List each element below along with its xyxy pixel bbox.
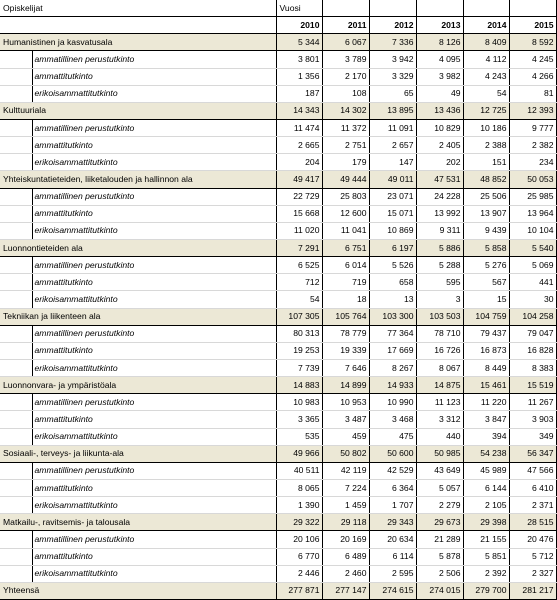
sub-value: 5 878 xyxy=(416,548,463,565)
row-indent xyxy=(0,342,32,359)
group-value: 29 673 xyxy=(416,514,463,531)
opiskelijat-header: Opiskelijat xyxy=(0,0,276,17)
row-indent xyxy=(0,428,32,445)
sub-value: 15 071 xyxy=(369,205,416,222)
sub-value: 2 371 xyxy=(509,497,556,514)
row-indent xyxy=(0,205,32,222)
sub-row xyxy=(0,462,556,479)
group-value: 5 858 xyxy=(463,239,509,256)
sub-label: ammattitutkinto xyxy=(32,342,276,359)
sub-label: erikoisammattitutkinto xyxy=(32,154,276,171)
sub-value: 25 803 xyxy=(322,188,369,205)
group-value: 28 515 xyxy=(509,514,556,531)
group-value: 14 343 xyxy=(276,102,322,119)
total-value: 274 615 xyxy=(369,582,416,599)
group-value: 104 759 xyxy=(463,308,509,325)
group-row xyxy=(0,171,556,188)
group-value: 7 291 xyxy=(276,239,322,256)
group-value: 47 531 xyxy=(416,171,463,188)
sub-value: 5 712 xyxy=(509,548,556,565)
sub-value: 16 828 xyxy=(509,342,556,359)
sub-row xyxy=(0,205,556,222)
sub-value: 2 751 xyxy=(322,137,369,154)
sub-value: 24 228 xyxy=(416,188,463,205)
group-value: 5 886 xyxy=(416,239,463,256)
group-value: 8 409 xyxy=(463,34,509,51)
sub-value: 54 xyxy=(463,85,509,102)
sub-label: erikoisammattitutkinto xyxy=(32,222,276,239)
sub-row xyxy=(0,119,556,136)
sub-value: 658 xyxy=(369,274,416,291)
sub-value: 9 777 xyxy=(509,119,556,136)
group-value: 8 592 xyxy=(509,34,556,51)
sub-value: 2 279 xyxy=(416,497,463,514)
sub-value: 5 526 xyxy=(369,257,416,274)
sub-value: 20 634 xyxy=(369,531,416,548)
sub-value: 3 903 xyxy=(509,411,556,428)
year-header: 2011 xyxy=(322,17,369,34)
group-value: 49 966 xyxy=(276,445,322,462)
sub-value: 15 xyxy=(463,291,509,308)
sub-value: 2 665 xyxy=(276,137,322,154)
row-indent xyxy=(0,154,32,171)
sub-value: 47 566 xyxy=(509,462,556,479)
sub-value: 234 xyxy=(509,154,556,171)
row-indent xyxy=(0,394,32,411)
sub-label: ammattitutkinto xyxy=(32,137,276,154)
sub-value: 25 985 xyxy=(509,188,556,205)
group-value: 13 436 xyxy=(416,102,463,119)
year-header: 2015 xyxy=(509,17,556,34)
sub-value: 16 873 xyxy=(463,342,509,359)
sub-value: 77 364 xyxy=(369,325,416,342)
sub-value: 595 xyxy=(416,274,463,291)
sub-value: 1 459 xyxy=(322,497,369,514)
row-indent xyxy=(0,257,32,274)
group-value: 6 751 xyxy=(322,239,369,256)
sub-value: 4 095 xyxy=(416,51,463,68)
sub-value: 11 020 xyxy=(276,222,322,239)
sub-label: ammatillinen perustutkinto xyxy=(32,188,276,205)
group-value: 104 258 xyxy=(509,308,556,325)
sub-value: 8 267 xyxy=(369,359,416,376)
sub-value: 6 489 xyxy=(322,548,369,565)
sub-value: 21 155 xyxy=(463,531,509,548)
sub-value: 11 041 xyxy=(322,222,369,239)
sub-value: 2 460 xyxy=(322,565,369,582)
sub-row xyxy=(0,428,556,445)
row-indent xyxy=(0,325,32,342)
group-value: 14 875 xyxy=(416,377,463,394)
row-indent xyxy=(0,119,32,136)
group-value: 54 238 xyxy=(463,445,509,462)
sub-value: 3 942 xyxy=(369,51,416,68)
row-indent xyxy=(0,497,32,514)
sub-value: 8 065 xyxy=(276,479,322,496)
sub-value: 3 789 xyxy=(322,51,369,68)
sub-row xyxy=(0,154,556,171)
row-indent xyxy=(0,274,32,291)
sub-value: 10 983 xyxy=(276,394,322,411)
header-row xyxy=(0,0,556,17)
group-value: 5 540 xyxy=(509,239,556,256)
sub-value: 719 xyxy=(322,274,369,291)
sub-row xyxy=(0,394,556,411)
group-value: 12 725 xyxy=(463,102,509,119)
row-indent xyxy=(0,531,32,548)
sub-row xyxy=(0,137,556,154)
sub-value: 2 327 xyxy=(509,565,556,582)
sub-value: 79 437 xyxy=(463,325,509,342)
group-value: 14 899 xyxy=(322,377,369,394)
sub-row xyxy=(0,291,556,308)
sub-value: 1 707 xyxy=(369,497,416,514)
sub-value: 10 104 xyxy=(509,222,556,239)
sub-label: ammatillinen perustutkinto xyxy=(32,119,276,136)
row-indent xyxy=(0,479,32,496)
sub-value: 7 646 xyxy=(322,359,369,376)
sub-label: ammattitutkinto xyxy=(32,411,276,428)
sub-value: 204 xyxy=(276,154,322,171)
group-row xyxy=(0,102,556,119)
sub-value: 5 288 xyxy=(416,257,463,274)
sub-value: 2 382 xyxy=(509,137,556,154)
group-row xyxy=(0,514,556,531)
group-value: 29 398 xyxy=(463,514,509,531)
sub-value: 459 xyxy=(322,428,369,445)
sub-value: 11 474 xyxy=(276,119,322,136)
sub-row xyxy=(0,257,556,274)
group-value: 56 347 xyxy=(509,445,556,462)
group-value: 8 126 xyxy=(416,34,463,51)
sub-value: 16 726 xyxy=(416,342,463,359)
group-value: 107 305 xyxy=(276,308,322,325)
sub-value: 9 439 xyxy=(463,222,509,239)
sub-row xyxy=(0,68,556,85)
sub-label: ammatillinen perustutkinto xyxy=(32,394,276,411)
group-value: 49 417 xyxy=(276,171,322,188)
group-value: 49 011 xyxy=(369,171,416,188)
group-label: Tekniikan ja liikenteen ala xyxy=(0,308,276,325)
sub-value: 10 990 xyxy=(369,394,416,411)
group-row xyxy=(0,239,556,256)
sub-value: 3 xyxy=(416,291,463,308)
total-value: 279 700 xyxy=(463,582,509,599)
group-value: 5 344 xyxy=(276,34,322,51)
years-row xyxy=(0,17,556,34)
sub-value: 13 907 xyxy=(463,205,509,222)
sub-value: 712 xyxy=(276,274,322,291)
group-value: 103 503 xyxy=(416,308,463,325)
sub-value: 4 266 xyxy=(509,68,556,85)
sub-label: ammattitutkinto xyxy=(32,479,276,496)
sub-row xyxy=(0,325,556,342)
year-header: 2010 xyxy=(276,17,322,34)
group-value: 48 852 xyxy=(463,171,509,188)
sub-row xyxy=(0,188,556,205)
group-value: 6 197 xyxy=(369,239,416,256)
sub-value: 6 364 xyxy=(369,479,416,496)
sub-value: 13 964 xyxy=(509,205,556,222)
sub-value: 202 xyxy=(416,154,463,171)
sub-value: 3 365 xyxy=(276,411,322,428)
year-header: 2012 xyxy=(369,17,416,34)
row-indent xyxy=(0,359,32,376)
sub-value: 6 014 xyxy=(322,257,369,274)
sub-value: 7 739 xyxy=(276,359,322,376)
group-value: 14 302 xyxy=(322,102,369,119)
total-value: 277 871 xyxy=(276,582,322,599)
sub-value: 65 xyxy=(369,85,416,102)
sub-value: 2 405 xyxy=(416,137,463,154)
sub-label: erikoisammattitutkinto xyxy=(32,359,276,376)
sub-label: ammatillinen perustutkinto xyxy=(32,462,276,479)
group-value: 50 053 xyxy=(509,171,556,188)
sub-value: 11 220 xyxy=(463,394,509,411)
sub-value: 2 105 xyxy=(463,497,509,514)
group-row xyxy=(0,377,556,394)
sub-value: 11 123 xyxy=(416,394,463,411)
sub-value: 349 xyxy=(509,428,556,445)
sub-value: 10 186 xyxy=(463,119,509,136)
sub-value: 5 276 xyxy=(463,257,509,274)
sub-value: 394 xyxy=(463,428,509,445)
sub-label: ammatillinen perustutkinto xyxy=(32,257,276,274)
sub-value: 43 649 xyxy=(416,462,463,479)
sub-value: 10 829 xyxy=(416,119,463,136)
sub-label: ammattitutkinto xyxy=(32,274,276,291)
total-value: 281 217 xyxy=(509,582,556,599)
sub-row xyxy=(0,342,556,359)
group-value: 6 067 xyxy=(322,34,369,51)
group-row xyxy=(0,308,556,325)
sub-value: 10 869 xyxy=(369,222,416,239)
sub-value: 49 xyxy=(416,85,463,102)
sub-value: 567 xyxy=(463,274,509,291)
sub-value: 11 372 xyxy=(322,119,369,136)
sub-value: 147 xyxy=(369,154,416,171)
sub-value: 2 657 xyxy=(369,137,416,154)
sub-value: 4 243 xyxy=(463,68,509,85)
sub-value: 1 356 xyxy=(276,68,322,85)
sub-value: 2 170 xyxy=(322,68,369,85)
sub-value: 8 449 xyxy=(463,359,509,376)
row-indent xyxy=(0,565,32,582)
row-indent xyxy=(0,51,32,68)
sub-label: ammatillinen perustutkinto xyxy=(32,51,276,68)
group-value: 15 461 xyxy=(463,377,509,394)
sub-value: 20 476 xyxy=(509,531,556,548)
sub-value: 108 xyxy=(322,85,369,102)
sub-value: 25 506 xyxy=(463,188,509,205)
sub-value: 3 982 xyxy=(416,68,463,85)
sub-row xyxy=(0,411,556,428)
sub-value: 79 047 xyxy=(509,325,556,342)
sub-row xyxy=(0,222,556,239)
group-value: 49 444 xyxy=(322,171,369,188)
sub-row xyxy=(0,85,556,102)
group-value: 14 883 xyxy=(276,377,322,394)
row-indent xyxy=(0,85,32,102)
sub-value: 440 xyxy=(416,428,463,445)
row-indent xyxy=(0,411,32,428)
sub-value: 45 989 xyxy=(463,462,509,479)
group-value: 12 393 xyxy=(509,102,556,119)
group-value: 103 300 xyxy=(369,308,416,325)
sub-value: 80 313 xyxy=(276,325,322,342)
sub-value: 187 xyxy=(276,85,322,102)
sub-label: erikoisammattitutkinto xyxy=(32,565,276,582)
group-value: 13 895 xyxy=(369,102,416,119)
group-value: 15 519 xyxy=(509,377,556,394)
sub-value: 10 953 xyxy=(322,394,369,411)
sub-value: 12 600 xyxy=(322,205,369,222)
sub-value: 78 710 xyxy=(416,325,463,342)
group-value: 14 933 xyxy=(369,377,416,394)
sub-value: 54 xyxy=(276,291,322,308)
sub-value: 6 525 xyxy=(276,257,322,274)
sub-value: 13 992 xyxy=(416,205,463,222)
group-value: 29 322 xyxy=(276,514,322,531)
sub-value: 2 506 xyxy=(416,565,463,582)
sub-value: 20 169 xyxy=(322,531,369,548)
sub-value: 6 144 xyxy=(463,479,509,496)
sub-row xyxy=(0,531,556,548)
year-header: 2013 xyxy=(416,17,463,34)
sub-value: 3 468 xyxy=(369,411,416,428)
sub-value: 22 729 xyxy=(276,188,322,205)
group-value: 29 118 xyxy=(322,514,369,531)
sub-row xyxy=(0,565,556,582)
sub-value: 3 487 xyxy=(322,411,369,428)
sub-value: 11 091 xyxy=(369,119,416,136)
sub-row xyxy=(0,51,556,68)
sub-label: ammattitutkinto xyxy=(32,68,276,85)
sub-value: 3 312 xyxy=(416,411,463,428)
sub-value: 23 071 xyxy=(369,188,416,205)
sub-value: 78 779 xyxy=(322,325,369,342)
group-label: Yhteiskuntatieteiden, liiketalouden ja hallinnon ala xyxy=(0,171,276,188)
sub-value: 19 253 xyxy=(276,342,322,359)
total-value: 274 015 xyxy=(416,582,463,599)
group-row xyxy=(0,34,556,51)
sub-value: 6 410 xyxy=(509,479,556,496)
sub-value: 2 392 xyxy=(463,565,509,582)
sub-row xyxy=(0,274,556,291)
sub-value: 3 847 xyxy=(463,411,509,428)
row-indent xyxy=(0,222,32,239)
sub-label: ammattitutkinto xyxy=(32,548,276,565)
sub-value: 179 xyxy=(322,154,369,171)
sub-value: 21 289 xyxy=(416,531,463,548)
group-label: Sosiaali-, terveys- ja liikunta-ala xyxy=(0,445,276,462)
sub-value: 2 446 xyxy=(276,565,322,582)
sub-value: 18 xyxy=(322,291,369,308)
sub-value: 9 311 xyxy=(416,222,463,239)
year-header: 2014 xyxy=(463,17,509,34)
sub-value: 81 xyxy=(509,85,556,102)
sub-value: 5 057 xyxy=(416,479,463,496)
row-indent xyxy=(0,548,32,565)
sub-value: 535 xyxy=(276,428,322,445)
group-row xyxy=(0,445,556,462)
group-value: 105 764 xyxy=(322,308,369,325)
row-indent xyxy=(0,188,32,205)
sub-value: 3 329 xyxy=(369,68,416,85)
sub-value: 8 383 xyxy=(509,359,556,376)
sub-label: erikoisammattitutkinto xyxy=(32,291,276,308)
sub-label: erikoisammattitutkinto xyxy=(32,428,276,445)
group-label: Luonnontieteiden ala xyxy=(0,239,276,256)
sub-value: 5 069 xyxy=(509,257,556,274)
total-row xyxy=(0,582,556,599)
sub-value: 4 112 xyxy=(463,51,509,68)
sub-value: 8 067 xyxy=(416,359,463,376)
sub-label: erikoisammattitutkinto xyxy=(32,85,276,102)
total-value: 277 147 xyxy=(322,582,369,599)
group-value: 50 802 xyxy=(322,445,369,462)
group-value: 7 336 xyxy=(369,34,416,51)
sub-value: 40 511 xyxy=(276,462,322,479)
sub-value: 7 224 xyxy=(322,479,369,496)
sub-value: 2 388 xyxy=(463,137,509,154)
sub-value: 1 390 xyxy=(276,497,322,514)
sub-value: 6 114 xyxy=(369,548,416,565)
sub-value: 11 267 xyxy=(509,394,556,411)
group-label: Luonnonvara- ja ympäristöala xyxy=(0,377,276,394)
sub-value: 17 669 xyxy=(369,342,416,359)
sub-value: 6 770 xyxy=(276,548,322,565)
group-value: 29 343 xyxy=(369,514,416,531)
sub-value: 4 245 xyxy=(509,51,556,68)
sub-label: ammatillinen perustutkinto xyxy=(32,531,276,548)
group-value: 50 600 xyxy=(369,445,416,462)
sub-value: 441 xyxy=(509,274,556,291)
sub-row xyxy=(0,548,556,565)
sub-value: 5 851 xyxy=(463,548,509,565)
sub-value: 13 xyxy=(369,291,416,308)
sub-value: 42 119 xyxy=(322,462,369,479)
row-indent xyxy=(0,291,32,308)
row-indent xyxy=(0,462,32,479)
row-indent xyxy=(0,68,32,85)
group-value: 50 985 xyxy=(416,445,463,462)
sub-value: 42 529 xyxy=(369,462,416,479)
sub-value: 15 668 xyxy=(276,205,322,222)
sub-value: 30 xyxy=(509,291,556,308)
sub-row xyxy=(0,497,556,514)
sub-label: ammattitutkinto xyxy=(32,205,276,222)
group-label: Matkailu-, ravitsemis- ja talousala xyxy=(0,514,276,531)
sub-value: 475 xyxy=(369,428,416,445)
sub-row xyxy=(0,479,556,496)
sub-value: 151 xyxy=(463,154,509,171)
vuosi-header: Vuosi xyxy=(276,0,322,17)
sub-value: 19 339 xyxy=(322,342,369,359)
sub-label: erikoisammattitutkinto xyxy=(32,497,276,514)
total-label: Yhteensä xyxy=(0,582,276,599)
sub-value: 2 595 xyxy=(369,565,416,582)
group-label: Humanistinen ja kasvatusala xyxy=(0,34,276,51)
sub-row xyxy=(0,359,556,376)
group-label: Kulttuuriala xyxy=(0,102,276,119)
sub-value: 3 801 xyxy=(276,51,322,68)
row-indent xyxy=(0,137,32,154)
sub-value: 20 106 xyxy=(276,531,322,548)
sub-label: ammatillinen perustutkinto xyxy=(32,325,276,342)
